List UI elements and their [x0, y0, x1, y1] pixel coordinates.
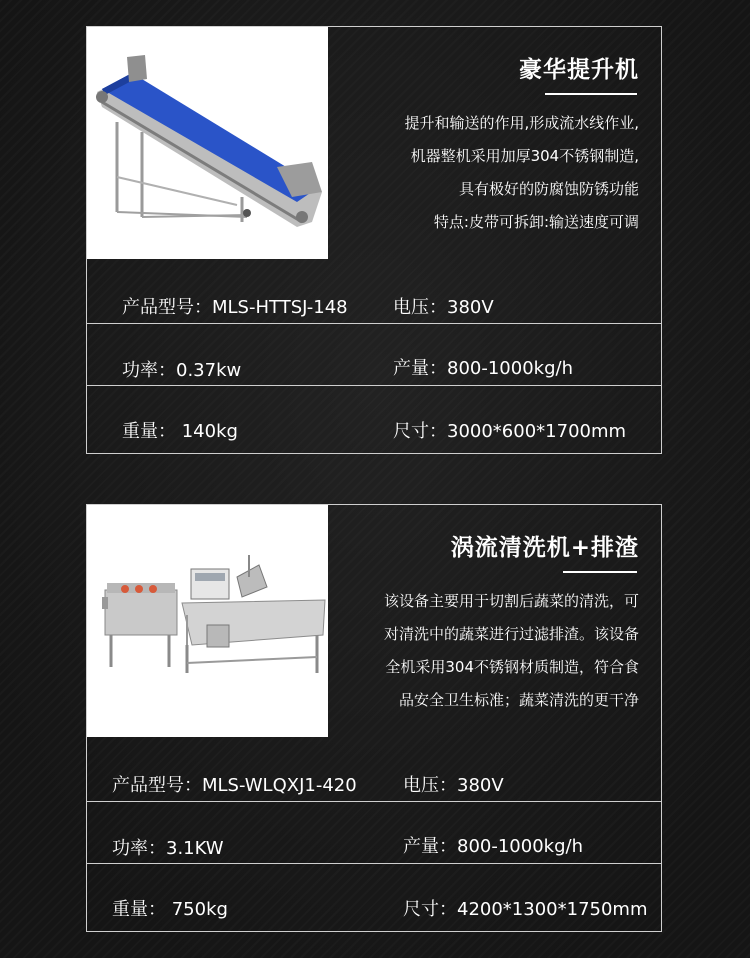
description-line: 全机采用304不锈钢材质制造，符合食	[385, 658, 639, 676]
spec-weight: 重量： 140kg	[122, 421, 238, 442]
spec-model: 产品型号：MLS-HTTSJ-148	[122, 297, 348, 318]
description-line: 特点:皮带可拆卸:输送速度可调	[433, 213, 639, 231]
description-line: 品安全卫生标准；蔬菜清洗的更干净	[398, 691, 639, 709]
spec-power: 功率：3.1KW	[112, 838, 224, 859]
product-image-washer	[87, 505, 328, 737]
description-line: 该设备主要用于切割后蔬菜的清洗，可	[383, 592, 639, 610]
spec-divider	[87, 385, 661, 386]
product-title: 豪华提升机	[519, 57, 639, 83]
spec-divider	[87, 323, 661, 324]
spec-power: 功率：0.37kw	[122, 360, 242, 381]
product-card-elevator	[86, 26, 662, 454]
washer-illustration	[87, 505, 328, 737]
spec-weight: 重量： 750kg	[112, 899, 228, 920]
conveyor-illustration	[87, 27, 328, 259]
product-card-washer	[86, 504, 662, 932]
product-description	[404, 107, 639, 239]
spec-divider	[87, 801, 661, 802]
title-underline	[563, 571, 637, 573]
spec-output: 产量：800-1000kg/h	[393, 358, 573, 379]
description-line: 提升和输送的作用,形成流水线作业,	[404, 114, 639, 132]
description-line: 对清洗中的蔬菜进行过滤排渣。该设备	[383, 625, 639, 643]
product-description	[384, 585, 639, 717]
spec-size: 尺寸：4200*1300*1750mm	[403, 899, 648, 920]
spec-voltage: 电压：380V	[393, 297, 494, 318]
product-title: 涡流清洗机+排渣	[450, 535, 639, 561]
description-line: 机器整机采用加厚304不锈钢制造,	[410, 147, 639, 165]
title-underline	[545, 93, 637, 95]
spec-model: 产品型号：MLS-WLQXJ1-420	[112, 775, 357, 796]
product-image-elevator	[87, 27, 328, 259]
spec-size: 尺寸：3000*600*1700mm	[393, 421, 627, 442]
spec-divider	[87, 863, 661, 864]
spec-output: 产量：800-1000kg/h	[403, 836, 583, 857]
spec-voltage: 电压：380V	[403, 775, 504, 796]
description-line: 具有极好的防腐蚀防锈功能	[458, 180, 639, 198]
